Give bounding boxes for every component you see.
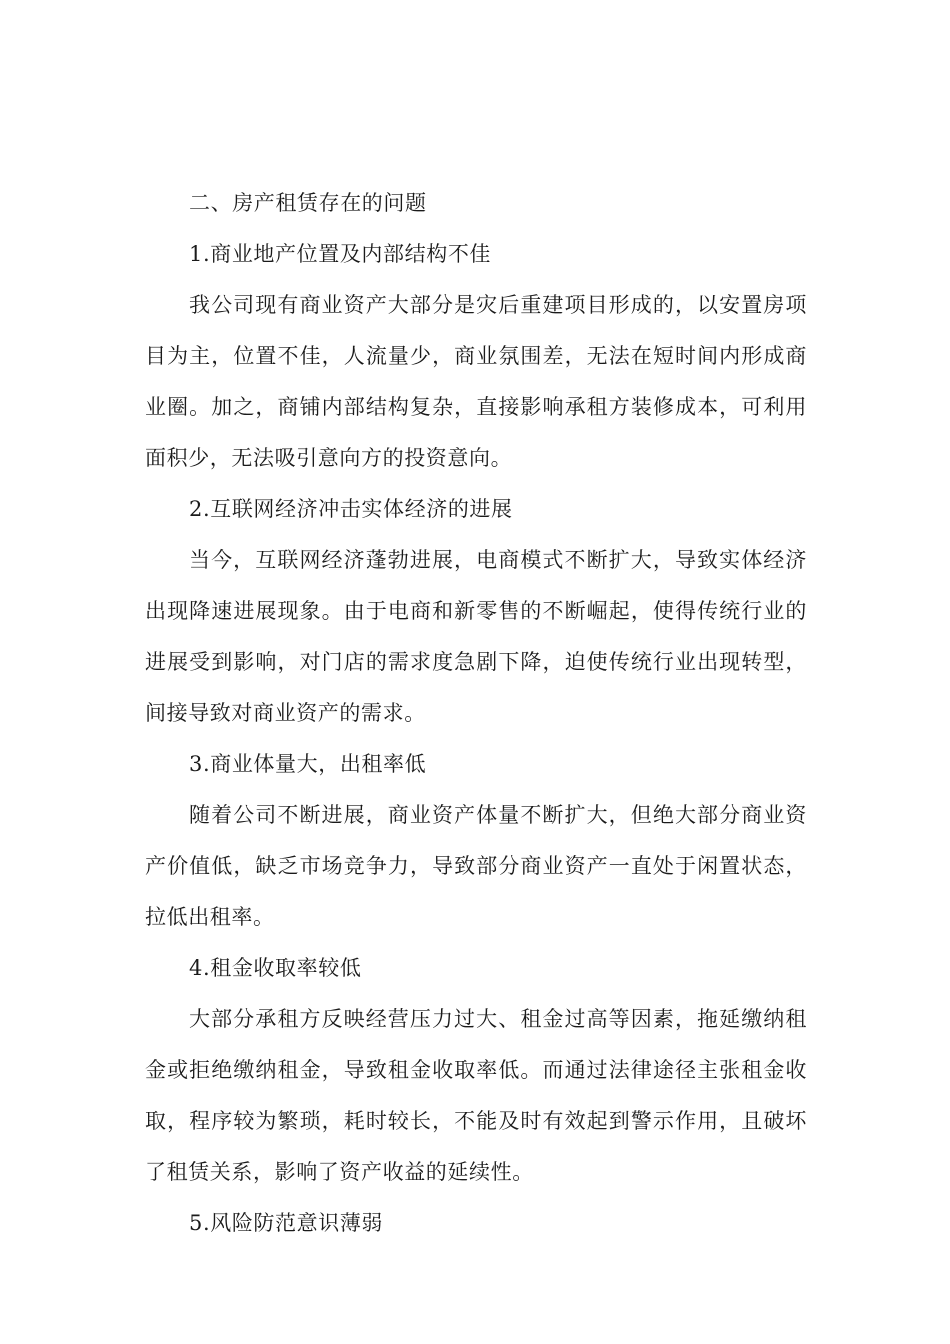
item-paragraph-1: 我公司现有商业资产大部分是灾后重建项目形成的，以安置房项目为主，位置不佳，人流量少，商业氛围差，无法在短时间内形成商业圈。加之，商铺内部结构复杂，直接影响承租方装修成本，可利用面积少，无法吸引意向方的投资意向。	[145, 293, 807, 470]
item-heading-4: 4.租金收取率较低	[189, 956, 362, 980]
document-body	[145, 178, 807, 1249]
item-heading-2: 2.互联网经济冲击实体经济的进展	[189, 497, 513, 521]
item-paragraph-2: 当今，互联网经济蓬勃进展，电商模式不断扩大，导致实体经济出现降速进展现象。由于电商和新零售的不断崛起，使得传统行业的进展受到影响，对门店的需求度急剧下降，迫使传统行业出现转型，间接导致对商业资产的需求。	[145, 548, 807, 725]
item-heading-1: 1.商业地产位置及内部结构不佳	[189, 242, 492, 266]
item-paragraph-4: 大部分承租方反映经营压力过大、租金过高等因素，拖延缴纳租金或拒绝缴纳租金，导致租金收取率低。而通过法律途径主张租金收取，程序较为繁琐，耗时较长，不能及时有效起到警示作用，且破坏了租赁关系，影响了资产收益的延续性。	[145, 1007, 807, 1184]
item-heading-3: 3.商业体量大，出租率低	[189, 752, 427, 776]
item-paragraph-3: 随着公司不断进展，商业资产体量不断扩大，但绝大部分商业资产价值低，缺乏市场竞争力，导致部分商业资产一直处于闲置状态，拉低出租率。	[145, 803, 807, 929]
item-heading-5: 5.风险防范意识薄弱	[189, 1211, 384, 1235]
section-title: 二、房产租赁存在的问题	[189, 191, 427, 215]
